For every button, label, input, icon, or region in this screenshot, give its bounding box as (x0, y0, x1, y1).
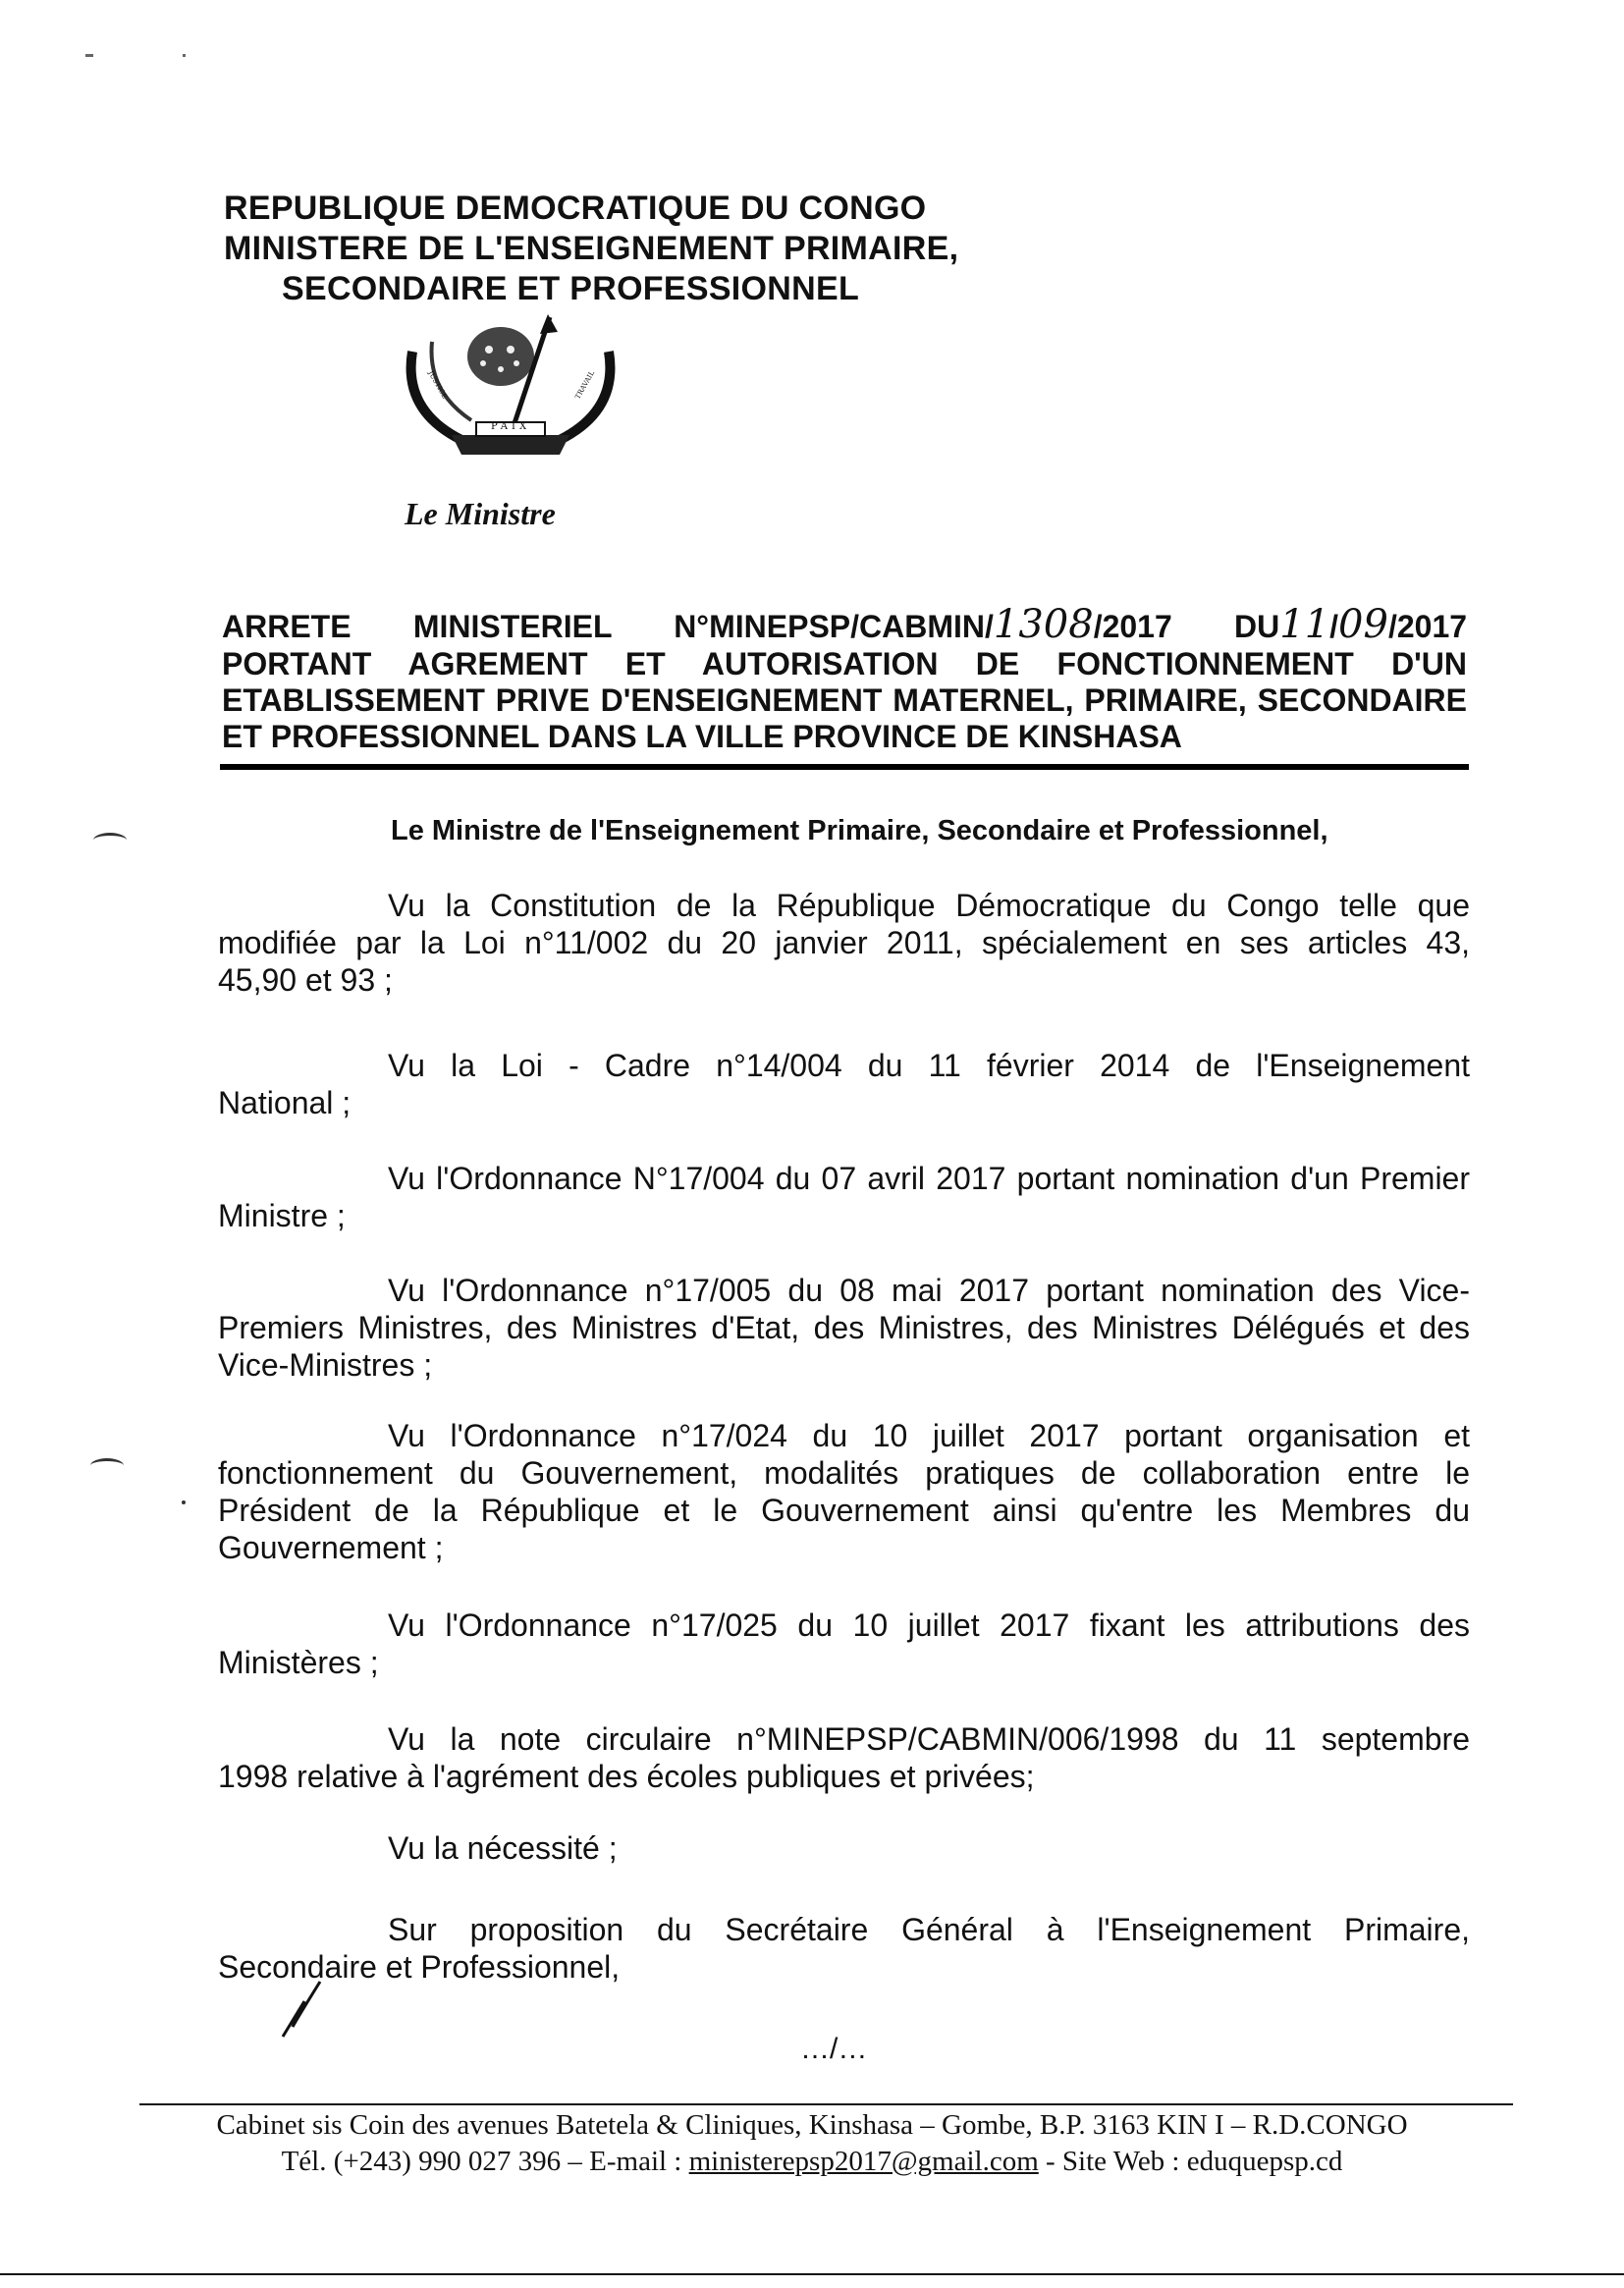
footer-tel: Tél. (+243) 990 027 396 – E-mail : (281, 2146, 689, 2177)
paragraph-line: fonctionnement du Gouvernement, modalités pratiques de collaboration entre le (218, 1455, 1470, 1491)
paragraph-line: Vu l'Ordonnance n°17/025 du 10 juillet 2017 fixant les attributions des (388, 1607, 1470, 1643)
paragraph-line: Vu la Loi - Cadre n°14/004 du 11 février 2014 de l'Enseignement (388, 1048, 1470, 1083)
paragraph-line: Ministre ; (218, 1198, 346, 1233)
footer-contact (0, 2146, 1624, 2178)
arrete-number (674, 602, 1172, 647)
paragraph-line: Ministères ; (218, 1645, 379, 1680)
arrete-date: DU11/09/2017 (1234, 602, 1468, 647)
arrete-du: DU (1234, 609, 1280, 644)
arrete-year: /2017 (1093, 609, 1172, 644)
coat-of-arms-emblem (393, 312, 628, 460)
paragraph-line: Vu la note circulaire n°MINEPSP/CABMIN/006/1998 du 11 septembre (388, 1721, 1470, 1757)
title-underline (220, 764, 1469, 770)
handwritten-month: 09 (1338, 602, 1388, 647)
emblem-banner-text: PAIX (491, 421, 531, 432)
paragraph-line: Premiers Ministres, des Ministres d'Etat, des Ministres, des Ministres Délégués et des (218, 1310, 1470, 1345)
paragraph-line: Vice-Ministres ; (218, 1347, 433, 1383)
arrete-number-prefix: N°MINEPSP/CABMIN/ (674, 609, 994, 644)
paragraph-necessite (218, 1829, 1470, 1867)
emblem-ribbon-right: TRAVAIL (573, 369, 597, 401)
footer-address: Cabinet sis Coin des avenues Batetela & Cliniques, Kinshasa – Gombe, B.P. 3163 KIN I – R.D.CONGO (216, 2109, 1408, 2141)
arrete-line-3: ETABLISSEMENT PRIVE D'ENSEIGNEMENT MATERNEL, PRIMAIRE, SECONDAIRE (222, 682, 1467, 718)
arrete-line-4: ET PROFESSIONNEL DANS LA VILLE PROVINCE DE KINSHASA (222, 719, 1182, 754)
punch-mark (93, 833, 127, 847)
paragraph-line: Président de la République et le Gouvernement ainsi qu'entre les Membres du (218, 1493, 1470, 1528)
emblem-ribbon-left: JUSTICE (426, 369, 450, 401)
leopard-emblem-icon (393, 312, 628, 460)
header-republic: REPUBLIQUE DEMOCRATIQUE DU CONGO (224, 190, 927, 227)
arrete-line-2: PORTANT AGREMENT ET AUTORISATION DE FONCTIONNEMENT D'UN (222, 646, 1467, 681)
paragraph-line: modifiée par la Loi n°11/002 du 20 janvier 2011, spécialement en ses articles 43, (218, 925, 1470, 960)
arrete-title (222, 602, 1468, 755)
header-ministry: MINISTERE DE L'ENSEIGNEMENT PRIMAIRE, (224, 230, 959, 267)
bottom-rule (0, 2273, 1624, 2275)
arrete-word: MINISTERIEL (412, 609, 612, 644)
handwritten-day: 11 (1279, 602, 1330, 647)
scan-mark (183, 54, 186, 57)
paragraph-line: Vu la nécessité ; (388, 1830, 618, 1866)
arrete-word: ARRETE (222, 609, 352, 644)
paraph-signature-icon (275, 1974, 334, 2043)
minister-heading: Le Ministre de l'Enseignement Primaire, Secondaire et Professionnel, (391, 815, 1328, 846)
header-ministry-cont: SECONDAIRE ET PROFESSIONNEL (282, 270, 860, 307)
paragraph-ordonnance-premier-ministre (218, 1160, 1470, 1234)
paragraph-line: Secondaire et Professionnel, (218, 1949, 621, 1985)
paragraph-line: 45,90 et 93 ; (218, 962, 393, 998)
paragraph-note-circulaire (218, 1720, 1470, 1795)
footer-rule (139, 2103, 1513, 2105)
handwritten-number: 1308 (993, 602, 1094, 647)
paragraph-line: Vu l'Ordonnance n°17/005 du 08 mai 2017 portant nomination des Vice- (388, 1273, 1470, 1308)
footer-email-link[interactable]: ministerepsp2017@gmail.com (688, 2146, 1039, 2177)
arrete-date-year: /2017 (1387, 609, 1468, 644)
paragraph-ordonnance-gouvernement (218, 1417, 1470, 1566)
paragraph-line: Vu l'Ordonnance N°17/004 du 07 avril 2017 portant nomination d'un Premier (388, 1161, 1470, 1196)
paragraph-line: National ; (218, 1085, 352, 1120)
paragraph-loi-cadre (218, 1047, 1470, 1121)
paragraph-line: Vu la Constitution de la République Démocratique du Congo telle que (388, 888, 1470, 923)
continuation-mark: …/… (800, 2033, 868, 2065)
paragraph-constitution (218, 887, 1470, 999)
paragraph-proposition (218, 1911, 1470, 1986)
scan-mark (85, 54, 93, 57)
footer-site: - Site Web : eduquepsp.cd (1038, 2146, 1343, 2177)
signature-title: Le Ministre (405, 496, 556, 531)
paragraph-line: Gouvernement ; (218, 1530, 444, 1565)
scan-mark (182, 1500, 186, 1504)
paragraph-line: Sur proposition du Secrétaire Général à l'Enseignement Primaire, (388, 1912, 1470, 1947)
punch-mark (90, 1458, 124, 1473)
paragraph-ordonnance-vice-premiers (218, 1272, 1470, 1384)
paragraph-line: Vu l'Ordonnance n°17/024 du 10 juillet 2017 portant organisation et (388, 1418, 1470, 1453)
arrete-line-1 (222, 602, 1468, 647)
paragraph-line: 1998 relative à l'agrément des écoles publiques et privées; (218, 1759, 1035, 1794)
paragraph-ordonnance-attributions (218, 1607, 1470, 1681)
